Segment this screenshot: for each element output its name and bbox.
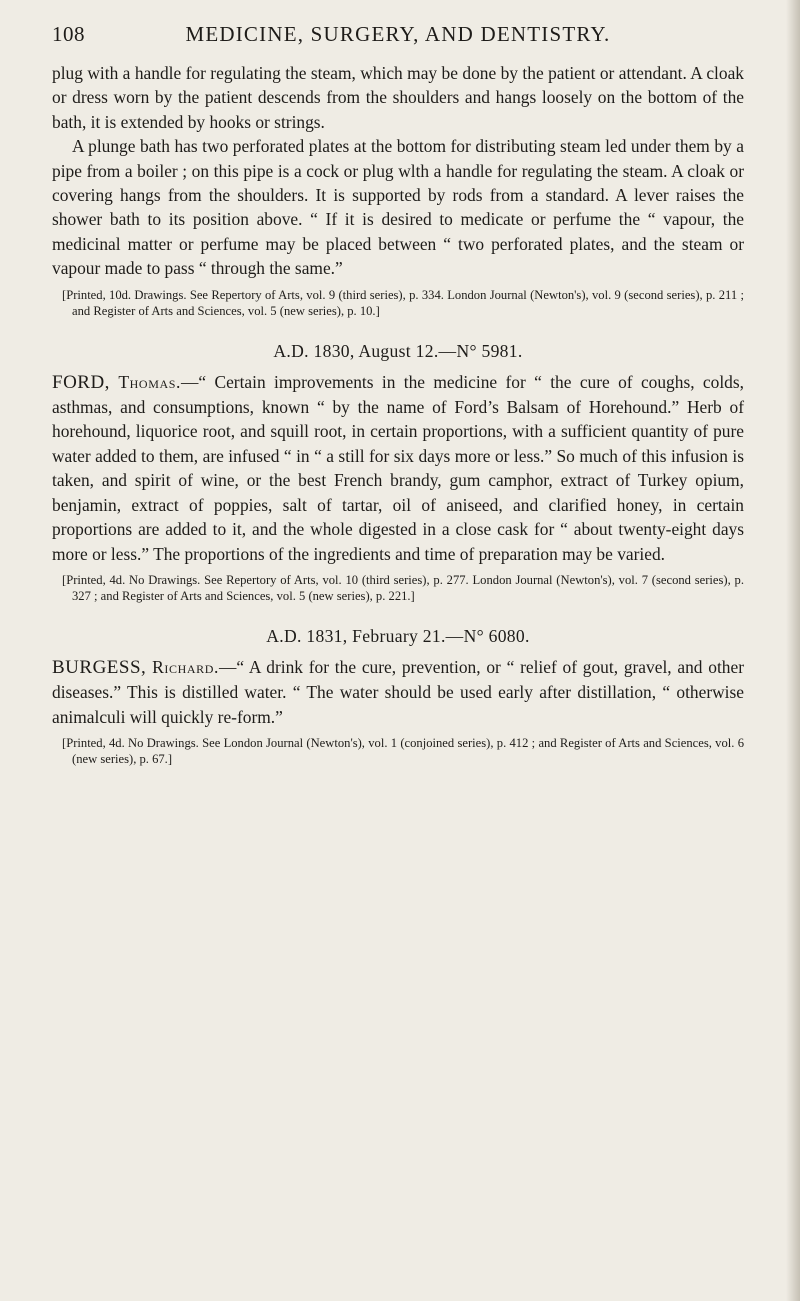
printed-note: [Printed, 10d. Drawings. See Repertory of Arts, vol. 9 (third series), p. 334. London Journal (Newton's), vol. 9 (second series), p. 211 ; and Register of Arts and Sciences, vol. 5 (new series), p. 10.] (62, 287, 744, 318)
page-edge-shadow (786, 0, 800, 1301)
entry-dateline: A.D. 1831, February 21.—N° 6080. (266, 625, 530, 646)
entry-text: —“ A drink for the cure, prevention, or “ relief of gout, gravel, and other diseases.” This is distilled water. “ The water should be used early after distillation, “ otherwise animalculi will quickly re-form.” (52, 656, 744, 727)
plunge-bath-paragraph: A plunge bath has two perforated plates at the bottom for distributing steam led under them by a pipe from a boiler ; on this pipe is a cock or plug wlth a handle for regulating the steam. A cloak or covering hangs from the shoulders. It is supported by rods from a standard. A lever raises the shower bath to its position above. “ If it is desired to medicate or perfume the “ vapour, the medicinal matter or perfume may be placed between “ two perforated plates, and the steam or vapour made to pass “ through the same.” (52, 136, 744, 279)
patent-entry (52, 626, 744, 767)
entry-forename: Richard. (152, 656, 219, 677)
entry-surname: FORD, (52, 371, 110, 393)
entry-forename: Thomas. (118, 371, 181, 392)
entry-note: [Printed, 4d. No Drawings. See Repertory of Arts, vol. 10 (third series), p. 277. London Journal (Newton's), vol. 7 (second series), p. 327 ; and Register of Arts and Sciences, vol. 5 (new series), p. 221.] (62, 572, 744, 603)
running-title: MEDICINE, SURGERY, AND DENTISTRY. (185, 22, 611, 46)
running-head (52, 22, 744, 47)
page-number: 108 (52, 22, 85, 46)
entry-surname: BURGESS, (52, 656, 147, 678)
entry-body (52, 655, 744, 729)
patent-entry (52, 341, 744, 604)
entry-dateline: A.D. 1830, August 12.—N° 5981. (273, 340, 523, 361)
entry-body (52, 370, 744, 566)
entry-note: [Printed, 4d. No Drawings. See London Journal (Newton's), vol. 1 (conjoined series), p. 412 ; and Register of Arts and Sciences, vol. 6 (new series), p. 67.] (62, 736, 744, 767)
entry-text: —“ Certain improvements in the medicine for “ the cure of coughs, colds, asthmas, and consumptions, known “ by the name of Ford’s Balsam of Horehound.” Herb of horehound, liquorice root, and squill root, in certain proportions, with a sufficient quantity of pure water added to them, are infused “ in “ a still for six days more or less.” So much of this infusion is taken, and spirit of wine, or the best French brandy, gum camphor, extract of Turkey opium, benjamin, extract of poppies, salt of tartar, oil of aniseed, and clarified honey, in certain proportions are added to it, and the whole digested in a close cask for “ about twenty-eight days more or less.” The proportions of the ingredients and time of preparation may be varied. (52, 371, 744, 564)
continued-paragraph: plug with a handle for regulating the steam, which may be done by the patient or attendant. A cloak or dress worn by the patient descends from the shoulders and hangs loosely on the bottom of the bath, it is extended by hooks or strings. (52, 63, 744, 132)
